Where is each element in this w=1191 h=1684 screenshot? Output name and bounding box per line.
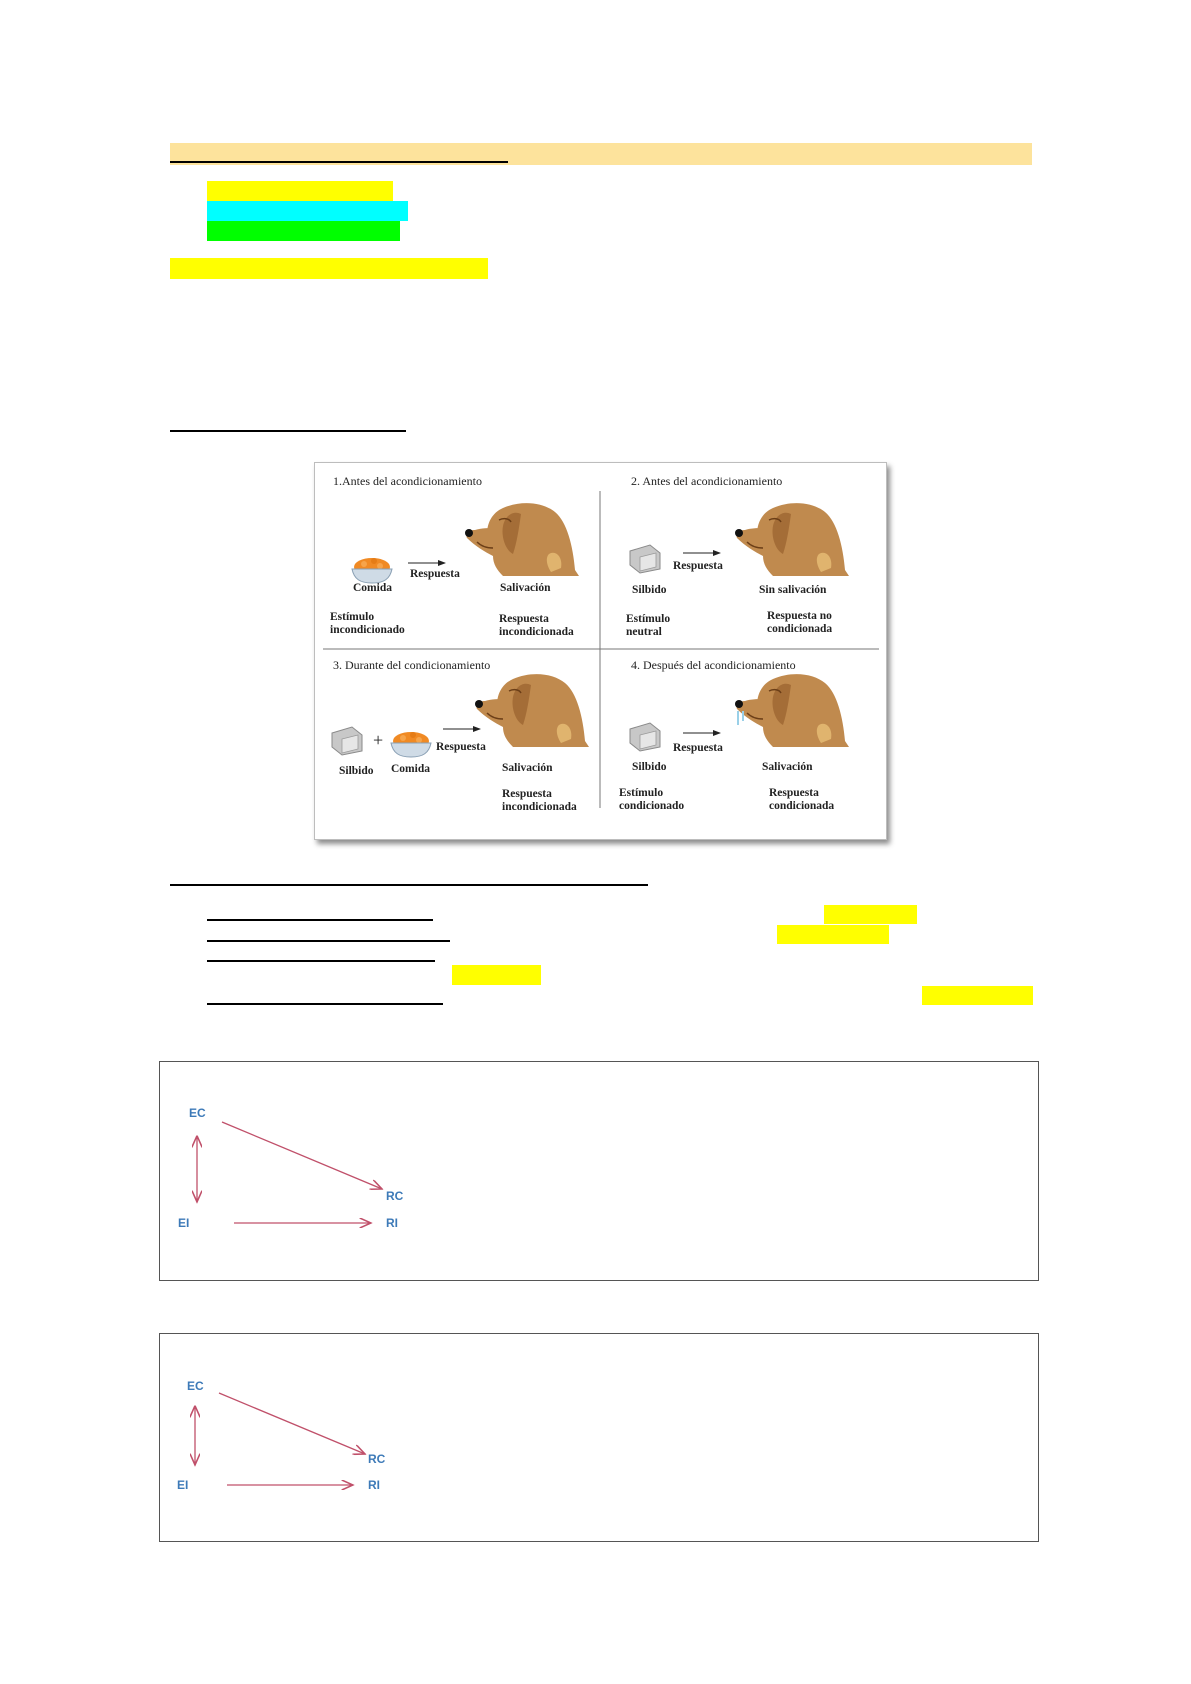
panel-2-arrow-label: Respuesta — [673, 560, 723, 572]
pavlov-conditioning-figure — [314, 462, 887, 840]
panel-3-plus: + — [373, 730, 384, 750]
conditioning-diagram-box-2 — [159, 1333, 1039, 1542]
panel-3-stimulus-2: Comida — [391, 763, 430, 775]
conditioning-diagram-box-1 — [159, 1061, 1039, 1281]
diagram-1-ei-label: EI — [178, 1216, 190, 1230]
panel-4-arrow-label: Respuesta — [673, 742, 723, 754]
list-line-1-highlight — [824, 905, 917, 924]
list-item-highlight-yellow — [207, 181, 393, 201]
diagram-2-ei-label: EI — [177, 1478, 189, 1492]
panel-3-title: 3. Durante del condicionamiento — [333, 658, 491, 672]
section-2-underline — [170, 884, 648, 886]
list-item-highlight-green — [207, 221, 400, 241]
panel-4-response-type: Respuesta condicionada — [769, 787, 835, 812]
panel-2-result: Sin salivación — [759, 584, 827, 596]
list-line-3-highlight — [452, 965, 541, 985]
panel-4-stimulus-type: Estímulo condicionado — [619, 787, 685, 812]
panel-3-result: Salivación — [502, 762, 553, 774]
panel-1-title: 1.Antes del acondicionamiento — [333, 474, 482, 488]
panel-4-stimulus: Silbido — [632, 761, 667, 773]
panel-2-title: 2. Antes del acondicionamiento — [631, 474, 783, 488]
panel-4-title: 4. Después del acondicionamiento — [631, 658, 796, 672]
diagram-2-ri-label: RI — [368, 1478, 380, 1492]
panel-1-response-type: Respuesta incondicionada — [499, 613, 574, 638]
list-line-1-underline — [207, 919, 433, 921]
paragraph-highlight — [170, 258, 488, 279]
panel-1-stimulus-type: Estímulo incondicionado — [330, 611, 405, 636]
panel-3-response-type: Respuesta incondicionada — [502, 788, 577, 813]
panel-3-arrow-label: Respuesta — [436, 741, 486, 753]
list-line-2-underline — [207, 940, 450, 942]
list-line-4-highlight — [922, 986, 1033, 1005]
diagram-2-ec-label: EC — [187, 1379, 204, 1393]
list-line-2-highlight — [777, 925, 889, 944]
panel-1-result: Salivación — [500, 582, 551, 594]
diagram-1-rc-label: RC — [386, 1189, 404, 1203]
diagram-1-arrows — [160, 1062, 1038, 1280]
subheading-underline — [170, 430, 406, 432]
list-line-4-underline — [207, 1003, 443, 1005]
diagram-1-ec-label: EC — [189, 1106, 206, 1120]
panel-2-response-type: Respuesta no condicionada — [767, 610, 833, 635]
panel-1-arrow-label: Respuesta — [410, 568, 460, 580]
list-line-3-underline — [207, 960, 435, 962]
panel-3-stimulus: Silbido — [339, 765, 374, 777]
figure-graphics — [315, 463, 886, 839]
section-header-underline — [170, 161, 508, 163]
panel-2-stimulus: Silbido — [632, 584, 667, 596]
diagram-2-arrows — [160, 1334, 1038, 1541]
panel-2-stimulus-type: Estímulo neutral — [626, 613, 671, 638]
panel-1-stimulus: Comida — [353, 582, 392, 594]
panel-4-result: Salivación — [762, 761, 813, 773]
diagram-2-rc-label: RC — [368, 1452, 386, 1466]
list-item-highlight-cyan — [207, 201, 408, 221]
diagram-1-ri-label: RI — [386, 1216, 398, 1230]
